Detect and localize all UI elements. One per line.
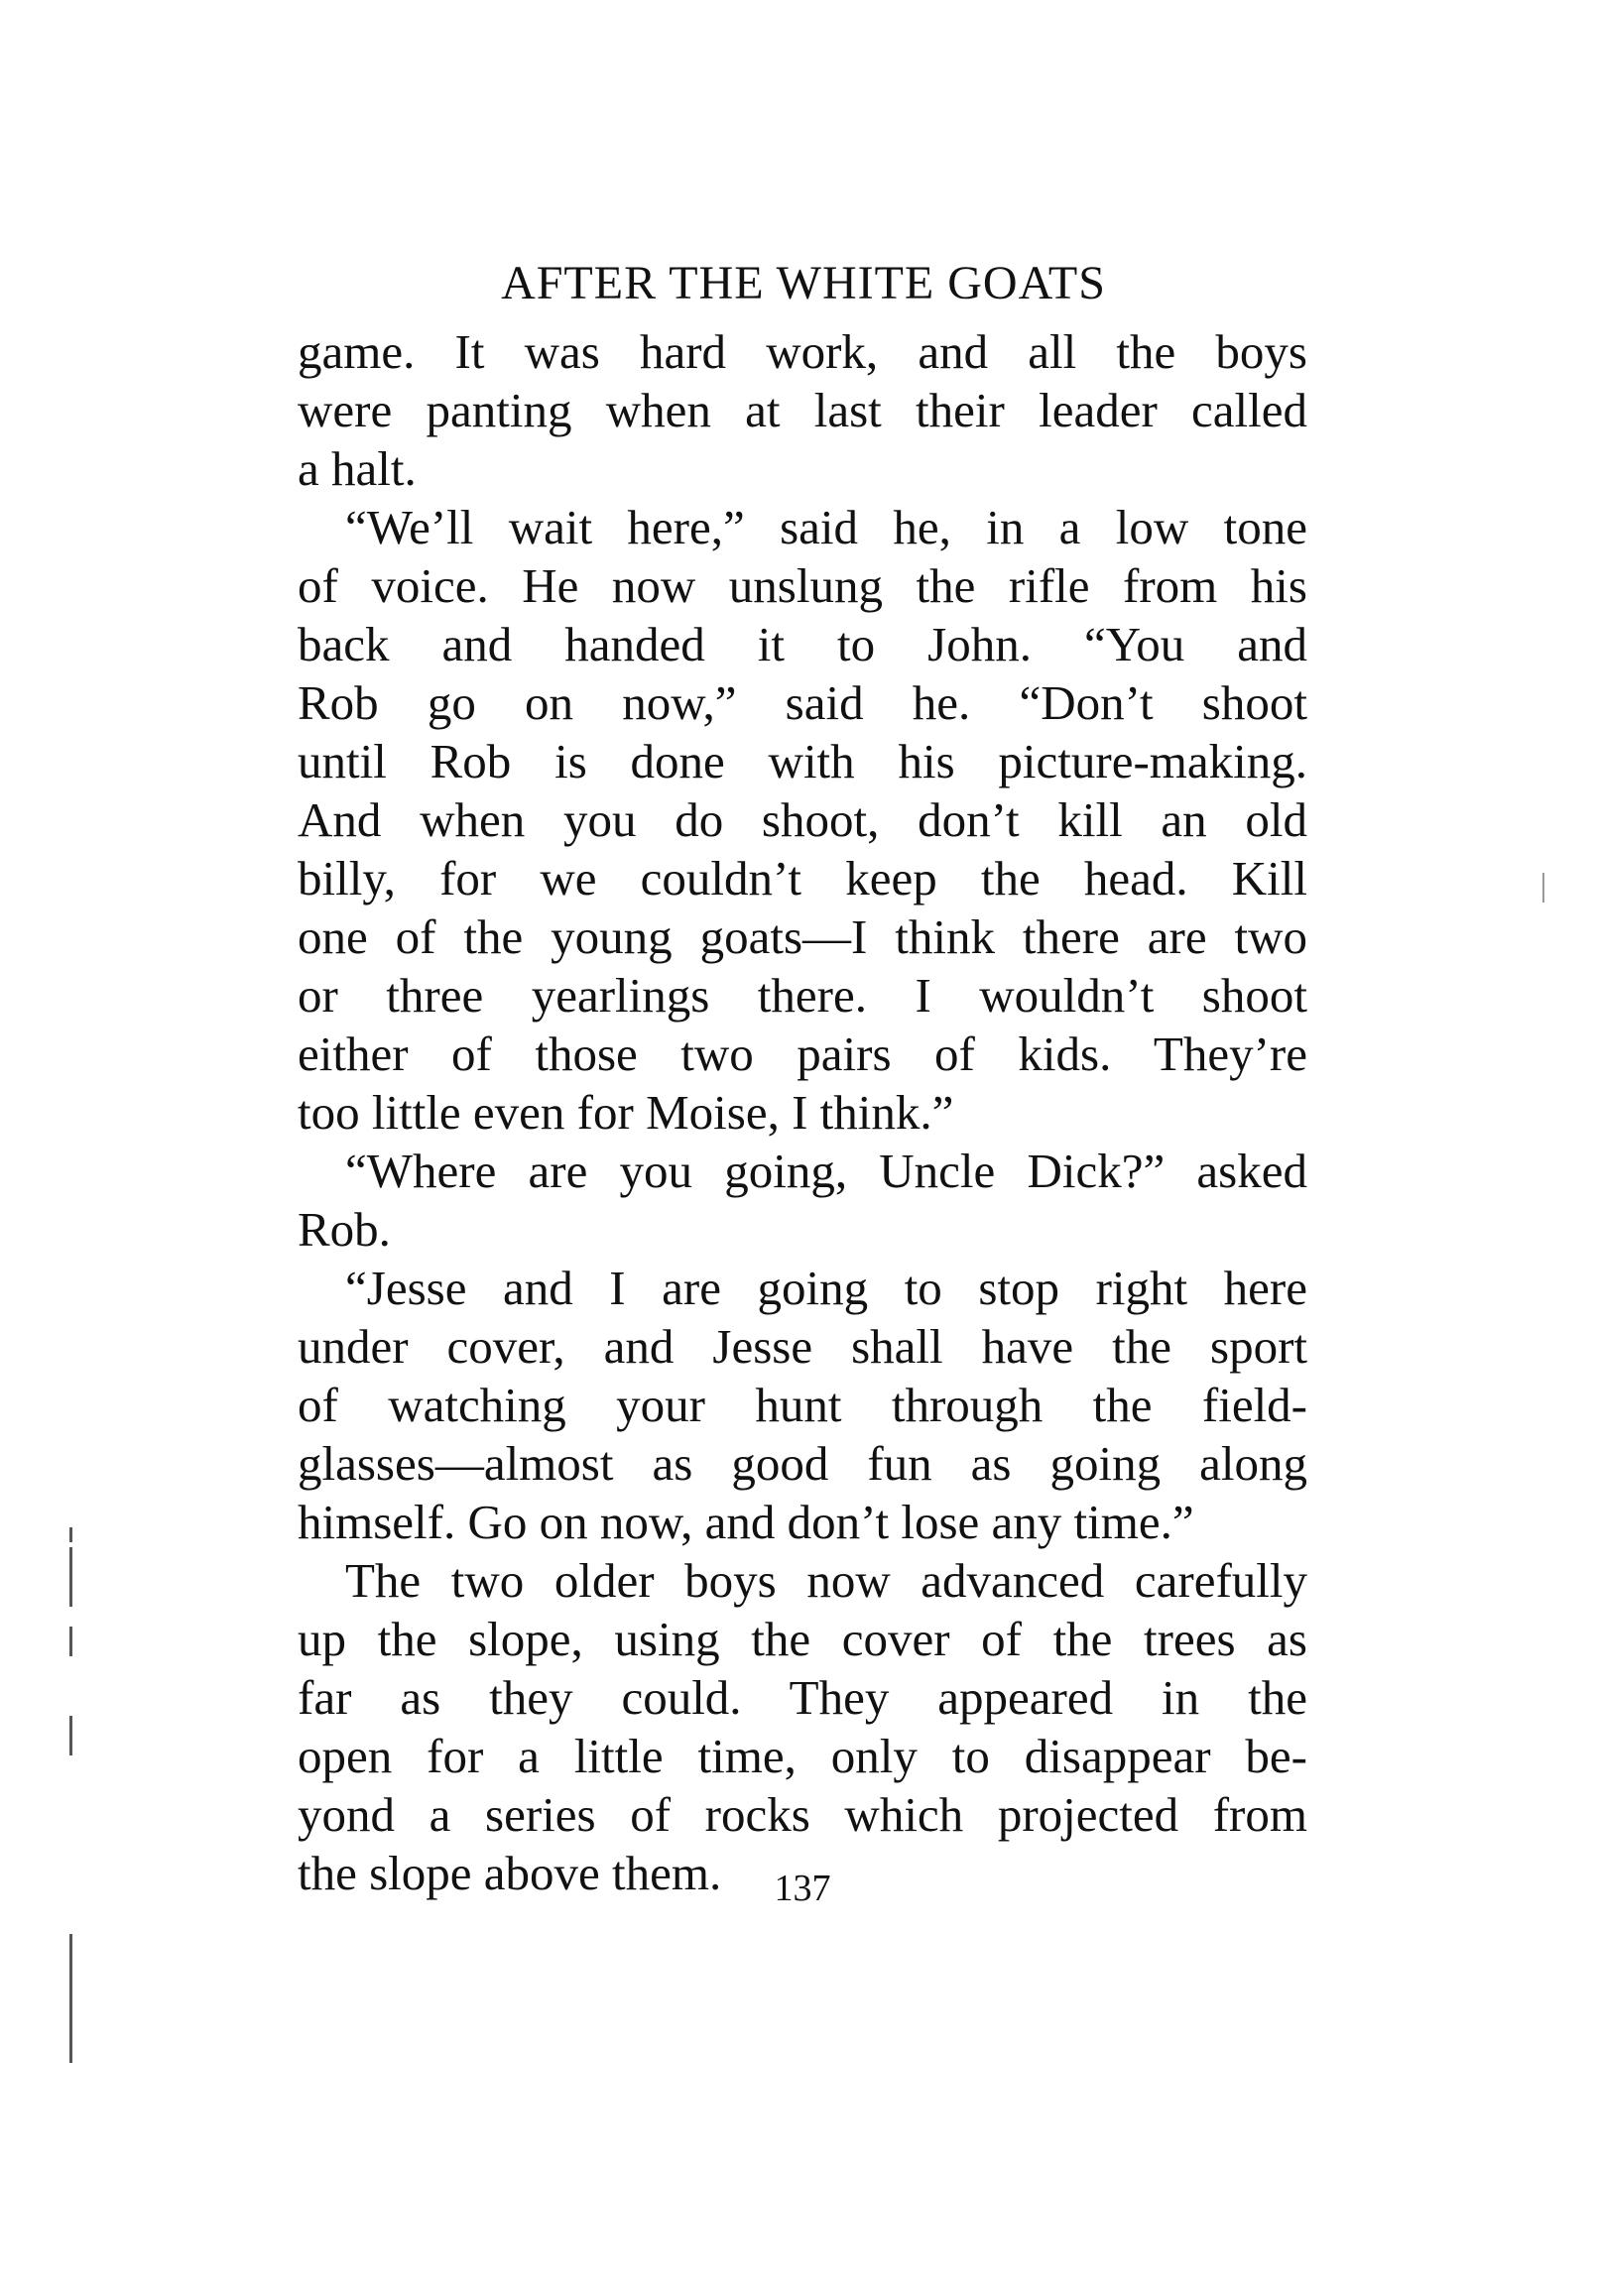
scan-mark [69,1627,72,1656]
scan-mark [69,1547,72,1607]
text-line: the slope above them. [298,1846,722,1900]
text-line: a halt. [298,441,417,496]
text-line: either of those two pairs of kids. They’re [298,1027,1307,1081]
text-line: The two older boys now advanced carefully [345,1553,1307,1608]
text-line: “We’ll wait here,” said he, in a low tone [345,500,1307,554]
text-line: back and handed it to John. “You and [298,617,1307,671]
text-line: game. It was hard work, and all the boys [298,324,1307,379]
text-line: glasses—almost as good fun as going along [298,1436,1307,1491]
text-line: yond a series of rocks which projected from [298,1787,1307,1842]
text-line: Rob. [298,1202,391,1257]
text-line: open for a little time, only to disappear be- [298,1729,1307,1783]
body-text [298,322,1307,1902]
text-line: one of the young goats—I think there are two [298,909,1307,964]
scan-mark [69,1934,72,2063]
text-line: or three yearlings there. I wouldn’t shoot [298,968,1307,1023]
text-line: far as they could. They appeared in the [298,1670,1307,1725]
text-line: of watching your hunt through the field- [298,1378,1307,1432]
text-line: “Jesse and I are going to stop right here [345,1261,1307,1315]
text-line: And when you do shoot, don’t kill an old [298,792,1307,847]
text-line: “Where are you going, Uncle Dick?” asked [345,1144,1307,1198]
text-line: Rob go on now,” said he. “Don’t shoot [298,675,1307,730]
page-number: 137 [774,1868,831,1909]
text-line: were panting when at last their leader called [298,383,1307,437]
text-line: of voice. He now unslung the rifle from his [298,558,1307,613]
text-line: himself. Go on now, and don’t lose any time.” [298,1495,1194,1549]
scan-mark [1542,873,1544,903]
text-line: billy, for we couldn’t keep the head. Kill [298,851,1307,906]
text-line: until Rob is done with his picture-making. [298,734,1307,788]
text-line: up the slope, using the cover of the trees as [298,1612,1307,1666]
text-line: too little even for Moise, I think.” [298,1085,954,1140]
scan-mark [69,1527,72,1542]
text-line: under cover, and Jesse shall have the sport [298,1319,1307,1374]
running-head: AFTER THE WHITE GOATS [501,257,1106,309]
scan-mark [69,1716,72,1755]
